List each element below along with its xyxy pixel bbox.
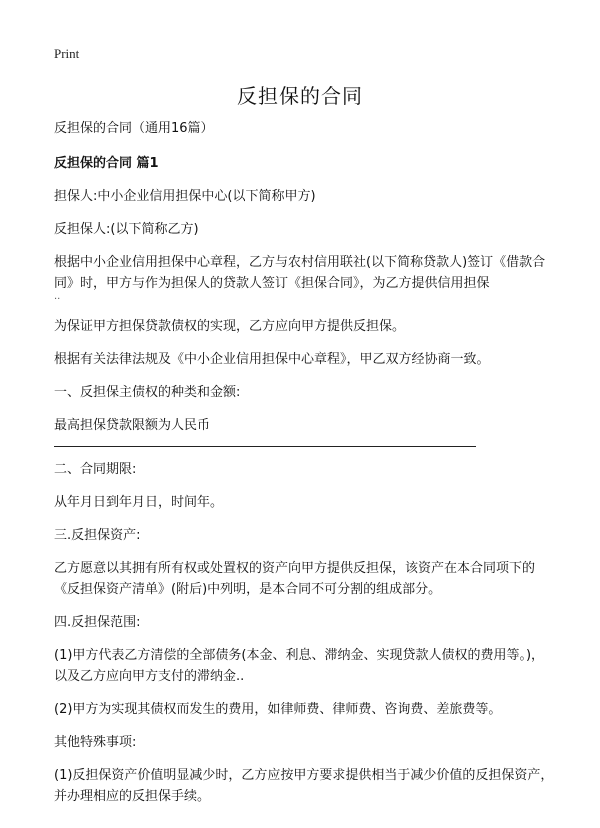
section-heading: 反担保的合同 篇1 xyxy=(54,156,159,171)
document-body xyxy=(54,118,554,807)
print-link[interactable]: Print xyxy=(54,46,80,61)
clause4-heading: 四.反担保范围: xyxy=(54,615,141,630)
clause3-heading: 三.反担保资产: xyxy=(54,528,141,543)
clause1-heading: 一、反担保主债权的种类和金额: xyxy=(54,385,241,400)
clause3-text: 乙方愿意以其拥有所有权或处置权的资产向甲方提供反担保，该资产在本合同项下的《反担保资产清单》(附后)中列明，是本合同不可分割的组成部分。 xyxy=(54,561,536,597)
clause4-item1: (1)甲方代表乙方清偿的全部债务(本金、利息、滞纳金、实现贷款人债权的费用等。)，以及乙方应向甲方支付的滞纳金.. xyxy=(54,648,545,684)
document-title: 反担保的合同 xyxy=(237,84,363,108)
intro-truncation: .. xyxy=(54,291,61,302)
special-heading: 其他特殊事项: xyxy=(54,735,137,750)
clause2-text: 从年月日到年月日，时间年。 xyxy=(54,495,224,510)
legal-basis-paragraph: 根据有关法律法规及《中小企业信用担保中心章程》，甲乙双方经协商一致。 xyxy=(54,352,490,367)
purpose-paragraph: 为保证甲方担保贷款债权的实现，乙方应向甲方提供反担保。 xyxy=(54,319,406,334)
guarantor-line: 担保人:中小企业信用担保中心(以下简称甲方) xyxy=(54,189,316,204)
counter-guarantor-line: 反担保人:(以下简称乙方) xyxy=(54,222,199,237)
clause4-item2: (2)甲方为实现其债权而发生的费用，如律师费、律师费、咨询费、差旅费等。 xyxy=(54,702,502,717)
special-item1: (1)反担保资产价值明显减少时，乙方应按甲方要求提供相当于减少价值的反担保资产，并办理相应的反担保手续。 xyxy=(54,768,554,804)
document-subtitle: 反担保的合同（通用16篇） xyxy=(54,121,214,136)
intro-paragraph: 根据中小企业信用担保中心章程，乙方与农村信用联社(以下简称贷款人)签订《借款合同》时，甲方与作为担保人的贷款人签订《担保合同》，为乙方提供信用担保 xyxy=(54,255,546,291)
clause2-heading: 二、合同期限: xyxy=(54,462,137,477)
clause1-text: 最高担保贷款限额为人民币 xyxy=(54,418,211,433)
